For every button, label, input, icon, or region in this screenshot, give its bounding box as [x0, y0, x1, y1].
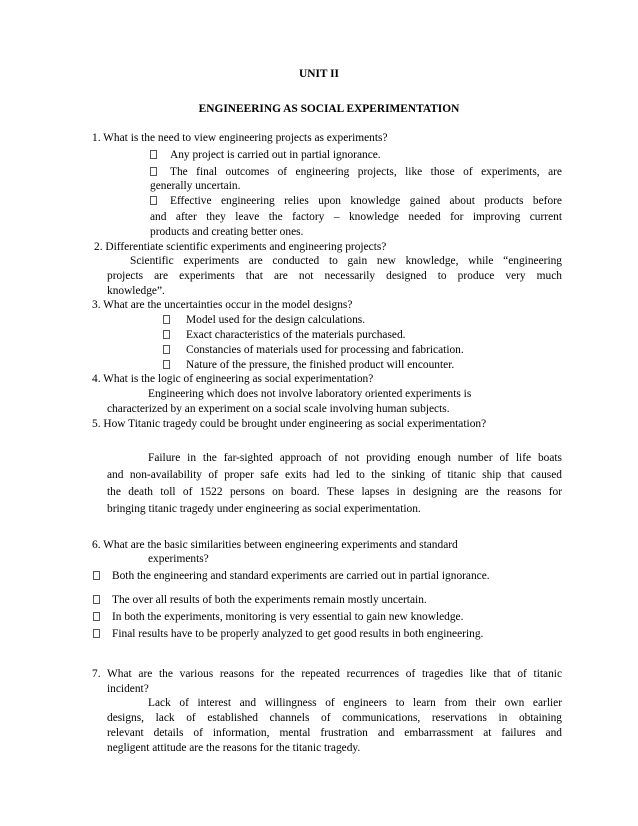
q1-bullet-3-line-1: Effective engineering relies upon knowledge gained about products before	[170, 195, 562, 207]
bullet-icon	[163, 330, 170, 339]
q6-bullet-1: Both the engineering and standard experiments are carried out in partial ignorance.	[112, 570, 490, 582]
q7-answer-line-2: designs, lack of established channels of communications, reservations in obtaining	[107, 712, 562, 724]
q3-bullet-3: Constancies of materials used for processing and fabrication.	[186, 344, 464, 356]
q5-answer-line-3: the death toll of 1522 persons on board. These lapses in designing are the reasons for	[107, 486, 562, 498]
question-6-line-1: 6. What are the basic similarities between engineering experiments and standard	[92, 539, 458, 551]
q5-answer-line-1: Failure in the far-sighted approach of not providing enough number of life boats	[148, 452, 562, 464]
q3-bullet-4: Nature of the pressure, the finished product will encounter.	[186, 359, 455, 371]
q1-bullet-1: Any project is carried out in partial ignorance.	[170, 149, 381, 161]
question-2: 2. Differentiate scientific experiments and engineering projects?	[94, 241, 387, 253]
q1-bullet-2-line-2: generally uncertain.	[150, 180, 241, 192]
question-5: 5. How Titanic tragedy could be brought under engineering as social experimentation?	[92, 418, 487, 430]
bullet-icon	[163, 315, 170, 324]
q1-bullet-3-line-3: products and creating better ones.	[150, 226, 304, 238]
bullet-icon	[93, 629, 100, 638]
q7-answer-line-1: Lack of interest and willingness of engineers to learn from their own earlier	[148, 697, 562, 709]
question-1: 1. What is the need to view engineering projects as experiments?	[92, 132, 388, 144]
q5-answer-line-2: and non-availability of proper safe exits had led to the sinking of titanic ship that caused	[107, 469, 562, 481]
question-6-line-2: experiments?	[148, 553, 209, 565]
bullet-icon	[150, 196, 157, 205]
bullet-icon	[93, 612, 100, 621]
q4-answer-line-1: Engineering which does not involve laboratory oriented experiments is	[148, 388, 472, 400]
bullet-icon	[150, 150, 157, 159]
unit-heading: UNIT II	[299, 68, 339, 80]
question-3: 3. What are the uncertainties occur in the model designs?	[92, 299, 353, 311]
bullet-icon	[163, 360, 170, 369]
bullet-icon	[163, 345, 170, 354]
q2-answer-line-3: knowledge”.	[107, 285, 165, 297]
q6-bullet-4: Final results have to be properly analyzed to get good results in both engineering.	[112, 628, 484, 640]
q7-answer-line-4: negligent attitude are the reasons for the titanic tragedy.	[107, 742, 361, 754]
question-4: 4. What is the logic of engineering as social experimentation?	[92, 373, 374, 385]
q1-bullet-3-line-2: and after they leave the factory – knowledge needed for improving current	[150, 211, 562, 223]
q2-answer-line-2: projects are experiments that are not necessarily designed to produce very much	[107, 270, 562, 282]
question-7-line-2: incident?	[107, 683, 149, 695]
page-title: ENGINEERING AS SOCIAL EXPERIMENTATION	[198, 103, 460, 115]
q4-answer-line-2: characterized by an experiment on a social scale involving human subjects.	[107, 403, 450, 415]
question-7-line-1: 7. What are the various reasons for the repeated recurrences of tragedies like that of titanic	[92, 668, 562, 680]
q3-bullet-2: Exact characteristics of the materials purchased.	[186, 329, 406, 341]
q6-bullet-3: In both the experiments, monitoring is very essential to gain new knowledge.	[112, 611, 464, 623]
q2-answer-line-1: Scientific experiments are conducted to gain new knowledge, while “engineering	[130, 255, 562, 267]
q3-bullet-1: Model used for the design calculations.	[186, 314, 366, 326]
q6-bullet-2: The over all results of both the experiments remain mostly uncertain.	[112, 594, 427, 606]
q5-answer-line-4: bringing titanic tragedy under engineering as social experimentation.	[107, 503, 421, 515]
bullet-icon	[150, 167, 157, 176]
q7-answer-line-3: relevant details of information, mental frustration and embarrassment at failures and	[107, 727, 562, 739]
bullet-icon	[93, 595, 100, 604]
bullet-icon	[93, 571, 100, 580]
q1-bullet-2-line-1: The final outcomes of engineering projects, like those of experiments, are	[170, 166, 562, 178]
